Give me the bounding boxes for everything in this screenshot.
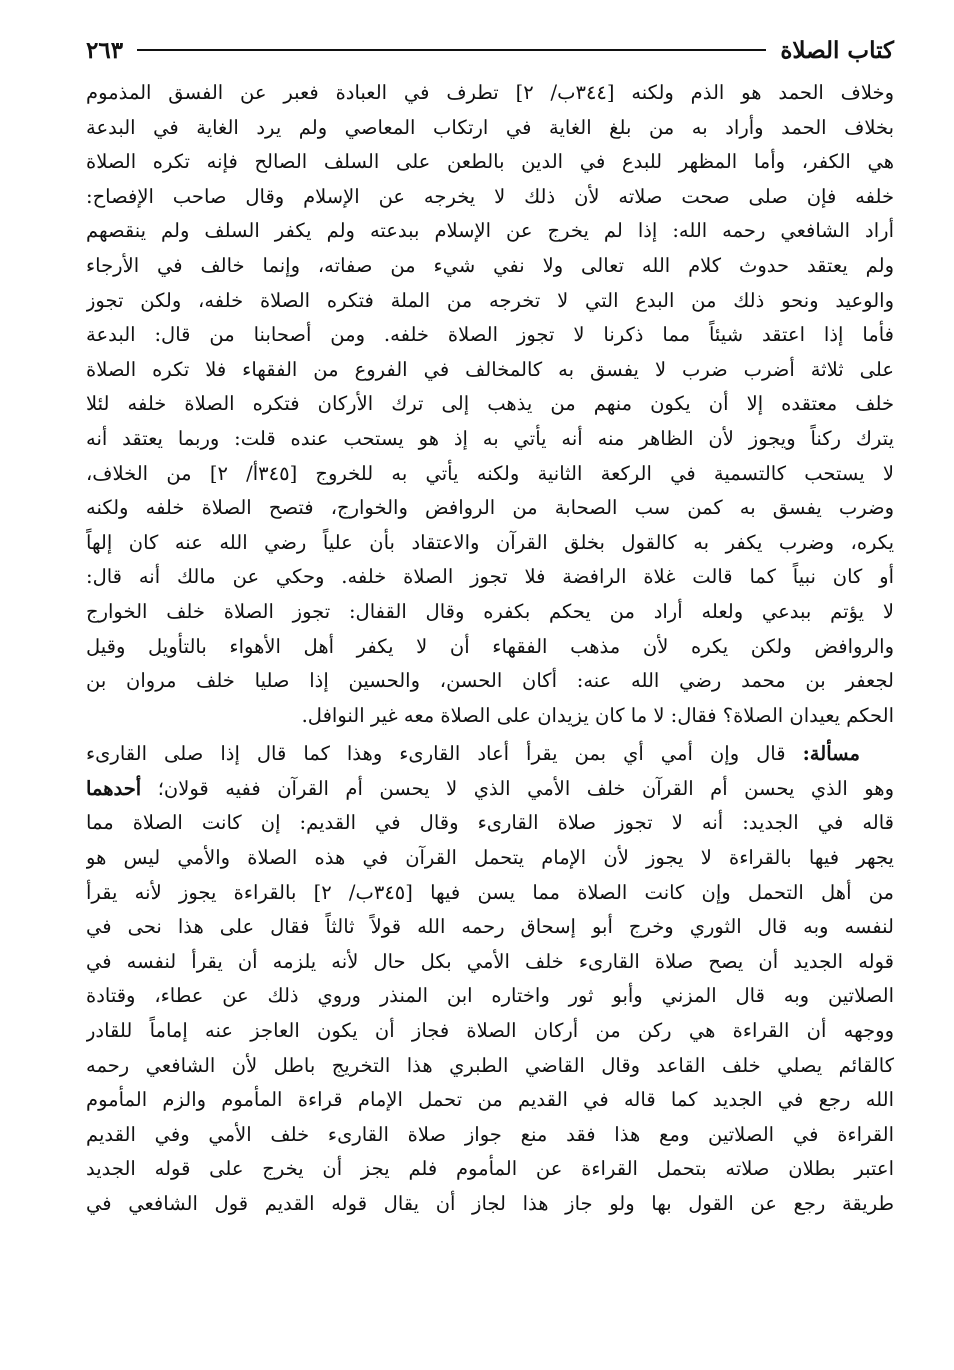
text-line: القراءة في الصلاتين ومع هذا فقد منع جواز صلاة القارىء خلف الأمي وفي القديم xyxy=(86,1122,894,1146)
ahaduhuma-keyword: أحدهما xyxy=(86,776,142,800)
text-line: قاله في الجديد: أنه لا تجوز صلاة القارىء وقال في القديم: إن كانت الصلاة مما xyxy=(86,811,894,835)
paragraph-2 xyxy=(86,737,894,1221)
text-line: من أهل التحمل وإن كانت الصلاة مما يسن فيها [٣٤٥ب/ ٢] بالقراءة يجوز لأنه يقرأ xyxy=(86,880,894,904)
text-line: والوعيد ونحو ذلك من البدع التي لا تخرجه من الملة فتكره الصلاة خلفه، ولكن تجوز xyxy=(86,288,894,312)
paragraph-1 xyxy=(86,76,894,733)
text-line: قوله الجديد أن يصح صلاة القارىء خلف الأمي بكل حال لأنه يلزمه أن يقرأ لنفسه في xyxy=(86,949,894,973)
text-line: اعتبر بطلان صلاته بتحمل القراءة عن المأموم فلم يجز أن يخرج على قوله الجديد xyxy=(86,1157,894,1181)
text-line-pre: وهو الذي يحسن أم القرآن خلف الأمي الذي لا يحسن أم القرآن ففيه قولان؛ xyxy=(141,776,894,800)
header-rule xyxy=(137,49,766,51)
chapter-title: كتاب الصلاة xyxy=(780,36,894,64)
text-line: لنفسه وبه قال الثوري وخرج أبو إسحاق رحمه الله قولاً ثالثاً فقال على هذا نحى في xyxy=(86,915,894,939)
text-line: لا يستحب كالتسمية في الركعة الثانية ولكنه يأتي به للخروج [٣٤٥أ/ ٢] من الخلاف، xyxy=(86,461,894,485)
text-line: يجهر فيها بالقراءة لا يجوز لأن الإمام يتحمل القرآن في هذه الصلاة والأمي ليس هو xyxy=(86,846,894,870)
text-line: ووجهه أن القراءة هي ركن من أركان الصلاة فجاز أن يكون العاجز عنه إماماً للقادر xyxy=(86,1019,894,1043)
text-line: على ثلاثة أضرب ضرب لا يفسق به كالمخالف في الفروع من الفقهاء فلا تكره الصلاة xyxy=(86,357,894,381)
text-line: لا يؤتم ببدعي ولعله أراد من يحكم بكفره وقال القفال: تجوز الصلاة خلف الخوارج xyxy=(86,599,894,623)
text-line: طريقة رجع عن القول بها ولو جاز هذا لجاز أن يقال قوله القديم قول الشافعي في xyxy=(86,1192,894,1215)
text-line: فأما إذا اعتقد شيئاً مما ذكرنا لا تجوز الصلاة خلفه. ومن أصحابنا من قال: البدعة xyxy=(86,323,894,347)
text-line xyxy=(86,772,894,807)
text-line: أو كان نبياً كما قالت غلاة الرافضة فلا تجوز الصلاة خلفه. وحكي عن مالك أنه قال: xyxy=(86,565,894,589)
book-page xyxy=(86,30,894,1346)
text-line: لجعفر بن محمد رضي الله عنه: أكان الحسن، والحسين إذا صليا خلف مروان بن xyxy=(86,669,894,693)
text-line: بخلاف الحمد وأراد به من بلغ الغاية في ارتكاب المعاصي ولم يرد الغاية في البدعة xyxy=(86,115,894,139)
text-line: يترك ركناً ويجوز لأن الظاهر منه أنه يأتي به إذ هو يستحب عنده قلت: وربما يعتقد أنه xyxy=(86,426,894,450)
text-line: وضرب يفسق به كمن سب الصحابة من الروافض والخوارج، فتصح الصلاة خلفه ولكنه xyxy=(86,496,894,520)
masala-line xyxy=(86,737,894,772)
text-line: هي الكفر، وأما المظهر للبدع في الدين بالطعن على السلف الصالح فإنه تكره الصلاة xyxy=(86,150,894,174)
text-line: والروافض ولكن يكره لأن مذهب الفقهاء أن لا يكفر أهل الأهواء بالتأويل وقيل xyxy=(86,634,894,658)
text-line: ولم يعتقد حدوث كلام الله تعالى ولا نفي شيء من صفاته، وإنما خالف في الأرجاء xyxy=(86,253,894,277)
masala-line-text: قال وإن أمي أي بمن يقرأ أعاد القارىء وهذا كما قال إذا صلى القارىء xyxy=(86,742,803,766)
page-number: ٢٦٣ xyxy=(86,36,124,64)
text-line: يكره، وضرب يكفر به كالقول بخلق القرآن والاعتقاد بأن علياً رضي الله عنه كان إلهاً xyxy=(86,530,894,554)
text-line: كالقائم يصلي خلف القاعد وقال القاضي الطبري هذا التخريج باطل لأن الشافعي رحمه xyxy=(86,1053,894,1077)
running-header xyxy=(86,30,894,70)
text-line: خلفه فإن صلى صحت صلاته لأن ذلك لا يخرجه عن الإسلام وقال صاحب الإفصاح: xyxy=(86,184,894,208)
text-line: الصلاتين وبه قال المزني وأبو ثور واختاره ابن المنذر وروي ذلك عن عطاء، وقتادة xyxy=(86,984,894,1008)
text-line: الحكم يعيدان الصلاة؟ فقال: لا ما كان يزيدان على الصلاة معه غير النوافل. xyxy=(301,703,894,727)
text-line: الله رجع في الجديد كما قاله في القديم من تحمل الإمام قراءة المأموم والزم المأموم xyxy=(86,1088,894,1112)
text-line: وخلاف الحمد هو الذم ولكنه [٣٤٤ب/ ٢] تطرف في العبادة فعبر عن الفسق المذموم xyxy=(86,81,894,104)
text-line: أراد الشافعي رحمه الله: إذا لم يخرج عن الإسلام ببدعته ولم يكفر السلف ولم ينقصهم xyxy=(86,219,894,243)
text-line: خلف معتقده إلا أن يكون منهم من يذهب إلى ترك الأركان فتكره الصلاة خلفه لئلا xyxy=(86,392,894,416)
page-body xyxy=(86,76,894,1222)
masala-heading: مسألة: xyxy=(802,742,860,766)
